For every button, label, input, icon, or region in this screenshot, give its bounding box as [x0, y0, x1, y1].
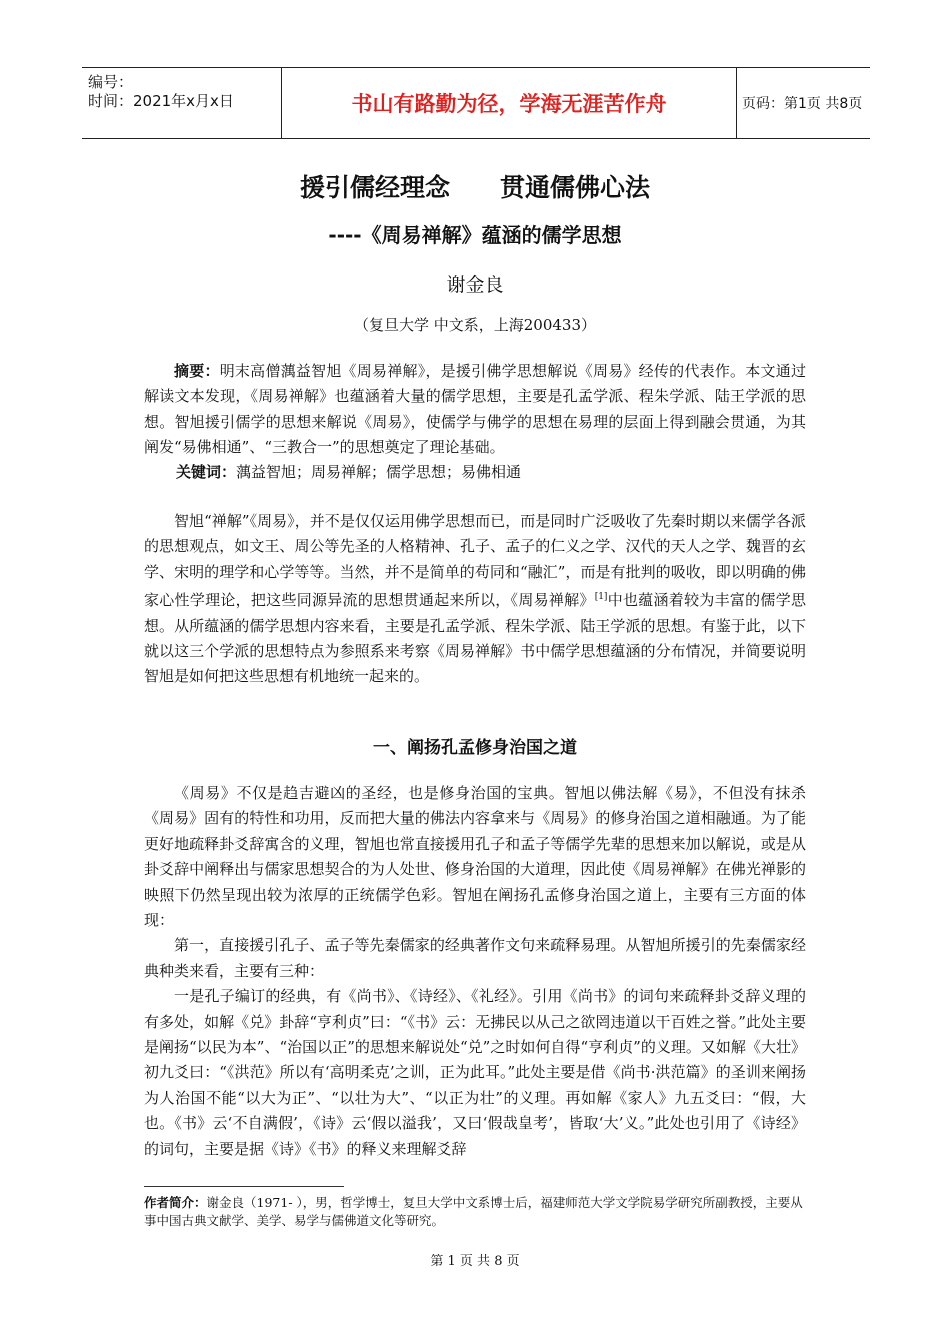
footnote-divider [144, 1186, 344, 1187]
abstract-label: 摘要： [174, 362, 220, 380]
section-heading: 一、阐扬孔孟修身治国之道 [373, 738, 577, 758]
header-meta [82, 68, 280, 138]
footnote-text: 谢金良（1971- ），男，哲学博士，复旦大学中文系博士后，福建师范大学文学院易学研究所副教授，主要从事中国古典文献学、美学、易学与儒佛道文化等研究。 [144, 1195, 803, 1228]
header-page-info: 页码：第1页 共8页 [742, 96, 863, 112]
keywords-label: 关键词： [176, 463, 237, 481]
abstract [144, 359, 806, 461]
keywords-text: 蕅益智旭；周易禅解；儒学思想；易佛相通 [236, 463, 522, 481]
page-footer: 第 1 页 共 8 页 [430, 1254, 520, 1269]
footnote-ref[interactable]: [1] [594, 592, 608, 603]
body-paragraph: 一是孔子编订的经典，有《尚书》、《诗经》、《礼经》。引用《尚书》的词句来疏释卦爻辞义理的有多处，如解《兑》卦辞“亨利贞”曰：“《书》云：无拂民以从己之欲罔违道以干百姓之誉。”此处主要是阐扬“以民为本”、“治国以正”的思想来解说处“兑”之时如何自得“亨利贞”的义理。又如解《大壮》初九爻曰：“《洪范》所以有‘高明柔克’之训，正为此耳。”此处主要是借《尚书·洪范篇》的圣训来阐扬为人治国不能“以大为正”、“以壮为大”、“以正为壮”的义理。再如解《家人》九五爻曰：“假，大也。《书》云‘不自满假’，《诗》云‘假以溢我’，又曰‘假哉皇考’，皆取‘大’义。”此处也引用了《诗经》的词句，主要是据《诗》《书》的释义来理解爻辞 [144, 987, 806, 1158]
intro-text-2: 中也蕴涵着较为丰富的儒学思想。从所蕴涵的儒学思想内容来看，主要是孔孟学派、程朱学派、陆王学派的思想。有鉴于此，以下就以这三个学派的思想特点为参照系来考察《周易禅解》书中儒学思想蕴涵的分布情况，并简要说明智旭是如何把这些思想有机地统一起来的。 [144, 591, 806, 686]
body-paragraph: 第一，直接援引孔子、孟子等先秦儒家的经典著作文句来疏释易理。从智旭所援引的先秦儒家经典种类来看，主要有三种： [144, 936, 806, 980]
author-footnote [144, 1194, 814, 1230]
intro-paragraph [144, 509, 806, 690]
affiliation: （复旦大学 中文系，上海200433） [353, 316, 597, 334]
abstract-text: 明末高僧蕅益智旭《周易禅解》，是援引佛学思想解说《周易》经传的代表作。本文通过解读文本发现，《周易禅解》也蕴涵着大量的儒学思想，主要是孔孟学派、程朱学派、陆王学派的思想。智旭援引儒学的思想来解说《周易》，使儒学与佛学的思想在易理的层面上得到融会贯通，为其阐发“易佛相通”、“三教合一”的思想奠定了理论基础。 [144, 362, 806, 457]
document-header [82, 67, 870, 139]
main-title-left: 援引儒经理念 [299, 173, 450, 202]
author: 谢金良 [446, 274, 504, 296]
subtitle: ----《周易禅解》蕴涵的儒学思想 [328, 223, 622, 247]
footnote-label: 作者简介： [144, 1195, 207, 1210]
main-title [0, 168, 950, 204]
header-motto: 书山有路勤为径，学海无涯苦作舟 [281, 68, 737, 138]
keywords [176, 460, 521, 485]
body-paragraph: 《周易》不仅是趋吉避凶的圣经，也是修身治国的宝典。智旭以佛法解《易》，不但没有抹杀《周易》固有的特性和功用，反而把大量的佛法内容拿来与《周易》的修身治国之道相融通。为了能更好地疏释卦爻辞寓含的义理，智旭也常直接援用孔子和孟子等儒学先辈的思想来加以解说，或是从卦爻辞中阐释出与儒家思想契合的为人处世、修身治国的大道理，因此使《周易禅解》在佛光禅影的映照下仍然呈现出较为浓厚的正统儒学色彩。智旭在阐扬孔孟修身治国之道上，主要有三方面的体现： [144, 784, 806, 930]
main-title-right: 贯通儒佛心法 [500, 173, 651, 202]
section-body [144, 781, 806, 1162]
date-label: 时间：2021年x月x日 [88, 92, 234, 110]
number-label: 编号： [88, 73, 134, 91]
intro-text-1: 智旭“禅解”《周易》，并不是仅仅运用佛学思想而已，而是同时广泛吸收了先秦时期以来儒学各派的思想观点，如文王、周公等先圣的人格精神、孔子、孟子的仁义之学、汉代的天人之学、魏晋的玄学、宋明的理学和心学等等。当然，并不是简单的苟同和“融汇”，而是有批判的吸收，即以明确的佛家心性学理论，把这些同源异流的思想贯通起来所以，《周易禅解》 [144, 512, 806, 610]
